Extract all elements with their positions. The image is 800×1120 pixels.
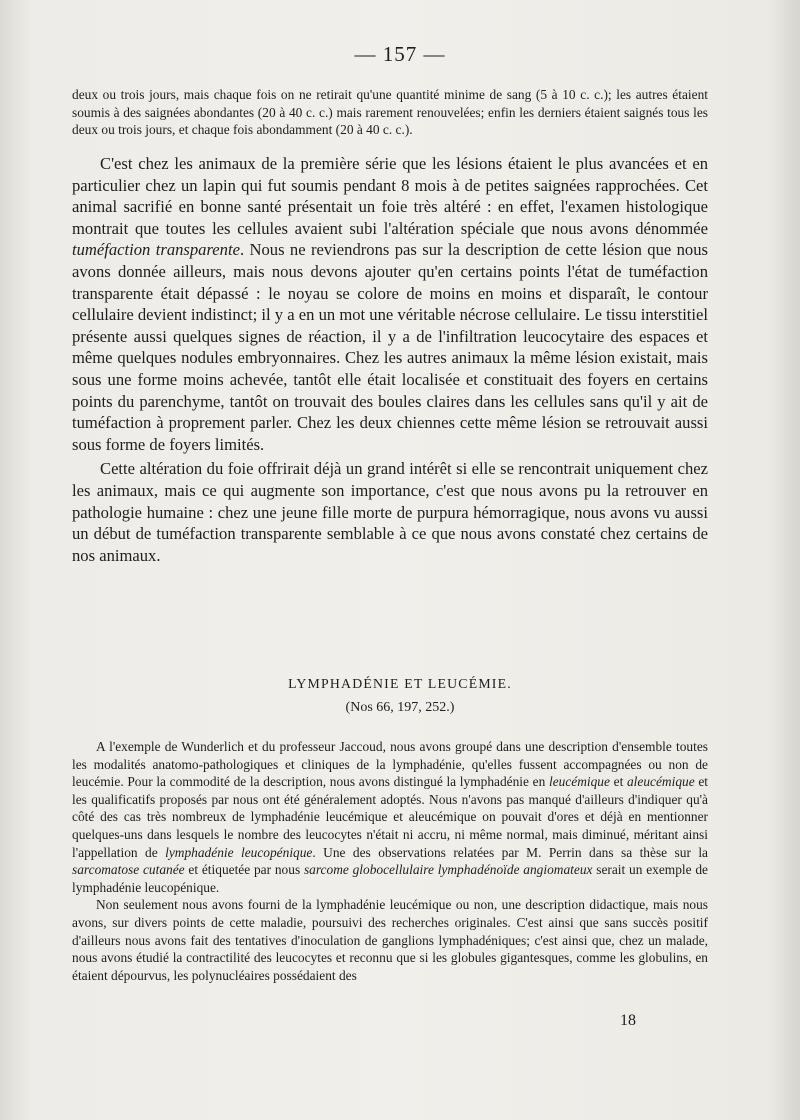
main-paragraph-1-text-b: . Nous ne reviendrons pas sur la description de cette lésion que nous avons donnée ailleurs, mais nous devons ajouter qu'en certains points l'état de tuméfaction transparente était dépassé : le noyau se colore de moins en moins et disparaît, le contour cellulaire devient indistinct; il y a en un mot une véritable nécrose cellulaire. Le tissu interstitiel présente aussi quelques signes de réaction, il y a de l'infiltration leucocytaire des espaces et même quelques nodules embryonnaires. Chez les autres animaux la même lésion existait, mais sous une forme moins achevée, tantôt elle était localisée et constituait des foyers en certains points du parenchyme, tantôt on trouvait des boules claires dans les cellules sans qu'il y ait de tuméfaction à proprement parler. Chez les deux chiennes cette même lésion se retrouvait aussi sous forme de foyers limités. [72, 240, 708, 454]
section-paragraph-1-text-f: serait un exemple de lymphadénie leucopénique. [72, 862, 708, 895]
section-paragraph-1-text-d: . Une des observations relatées par M. Perrin dans sa thèse sur la [312, 844, 708, 860]
section-paragraph-1-text-a: A l'exemple de Wunderlich et du professeur Jaccoud, nous avons groupé dans une description d'ensemble toutes les modalités anatomo-pathologiques et cliniques de la lymphadénie, qu'elles fussent accompagnées ou non de leucémie. Pour la commodité de la description, nous avons distingué la lymphadénie en [72, 739, 708, 790]
term-sarcomatose-cutanee: sarcomatose cutanée [72, 862, 185, 878]
term-leucemique: leucémique [548, 774, 610, 790]
footnote-paragraph: deux ou trois jours, mais chaque fois on ne retirait qu'une quantité minime de sang (5 à 10 c. c.); les autres étaient soumis à des saignées abondantes (20 à 40 c. c.) mais rarement renouvelées; enfin les derniers étaient saignés tous les deux ou trois jours, et chaque fois abondamment (20 à 40 c. c.). [72, 87, 708, 138]
term-sarcome-globocellulaire: sarcome globocellulaire lymphadénoïde angiomateux [303, 862, 593, 878]
section-paragraph-1 [72, 738, 708, 896]
section-body [72, 738, 708, 984]
section-paragraph-1-text-b: et [609, 774, 627, 790]
term-tumefaction-transparente: tuméfaction transparente [72, 240, 240, 260]
signature-mark: 18 [620, 1012, 636, 1029]
section-title: LYMPHADÉNIE ET LEUCÉMIE. [288, 676, 512, 691]
page-number: — 157 — [354, 42, 446, 66]
main-paragraph-1 [72, 153, 708, 455]
section-paragraph-2: Non seulement nous avons fourni de la lymphadénie leucémique ou non, une description didactique, mais nous avons, sur divers points de cette maladie, poursuivi des recherches originales. C'est ainsi que sans succès positif d'ailleurs nous avons fait des tentatives d'inoculation de ganglions lymphadéniques; c'est ainsi que, chez un malade, nous avons étudié la contractilité des leucocytes et reconnu que si les globules gigantesques, comme les globulins, en étaient dépourvus, les polynucléaires possédaient des [72, 897, 708, 983]
section-reference: (Nos 66, 197, 252.) [345, 700, 455, 715]
section-paragraph-1-text-e: et étiquetée par nous [184, 862, 304, 878]
term-aleucemique: aleucémique [626, 774, 695, 790]
term-lymphadenie-leucopenique: lymphadénie leucopénique [165, 844, 313, 860]
main-paragraph-1-text-a: C'est chez les animaux de la première série que les lésions étaient le plus avancées et en particulier chez un lapin qui fut soumis pendant 8 mois à de petites saignées rapprochées. Cet animal sacrifié en bonne santé présentait un foie très altéré : en effet, l'examen histologique montrait que toutes les cellules avaient subi l'altération spéciale que nous avons dénommée [72, 154, 708, 238]
main-paragraph-2: Cette altération du foie offrirait déjà un grand intérêt si elle se rencontrait uniquement chez les animaux, mais ce qui augmente son importance, c'est que nous avons pu la retrouver en pathologie humaine : chez une jeune fille morte de purpura hémorragique, nous avons vu aussi un début de tuméfaction transparente semblable à ce que nous avons constaté chez certains de nos animaux. [72, 459, 708, 565]
main-text [72, 153, 708, 566]
section-paragraph-1-text-c: et les qualificatifs proposés par nous ont été généralement adoptés. Nous n'avons pas manqué d'ailleurs d'indiquer qu'à côté des cas très nombreux de lymphadénie leucémique et aleucémique on pouvait d'ores et déjà en mentionner quelques-uns dans lesquels le nombre des leucocytes n'était ni accru, ni même normal, mais diminué, méritant ainsi l'appellation de [72, 774, 708, 860]
